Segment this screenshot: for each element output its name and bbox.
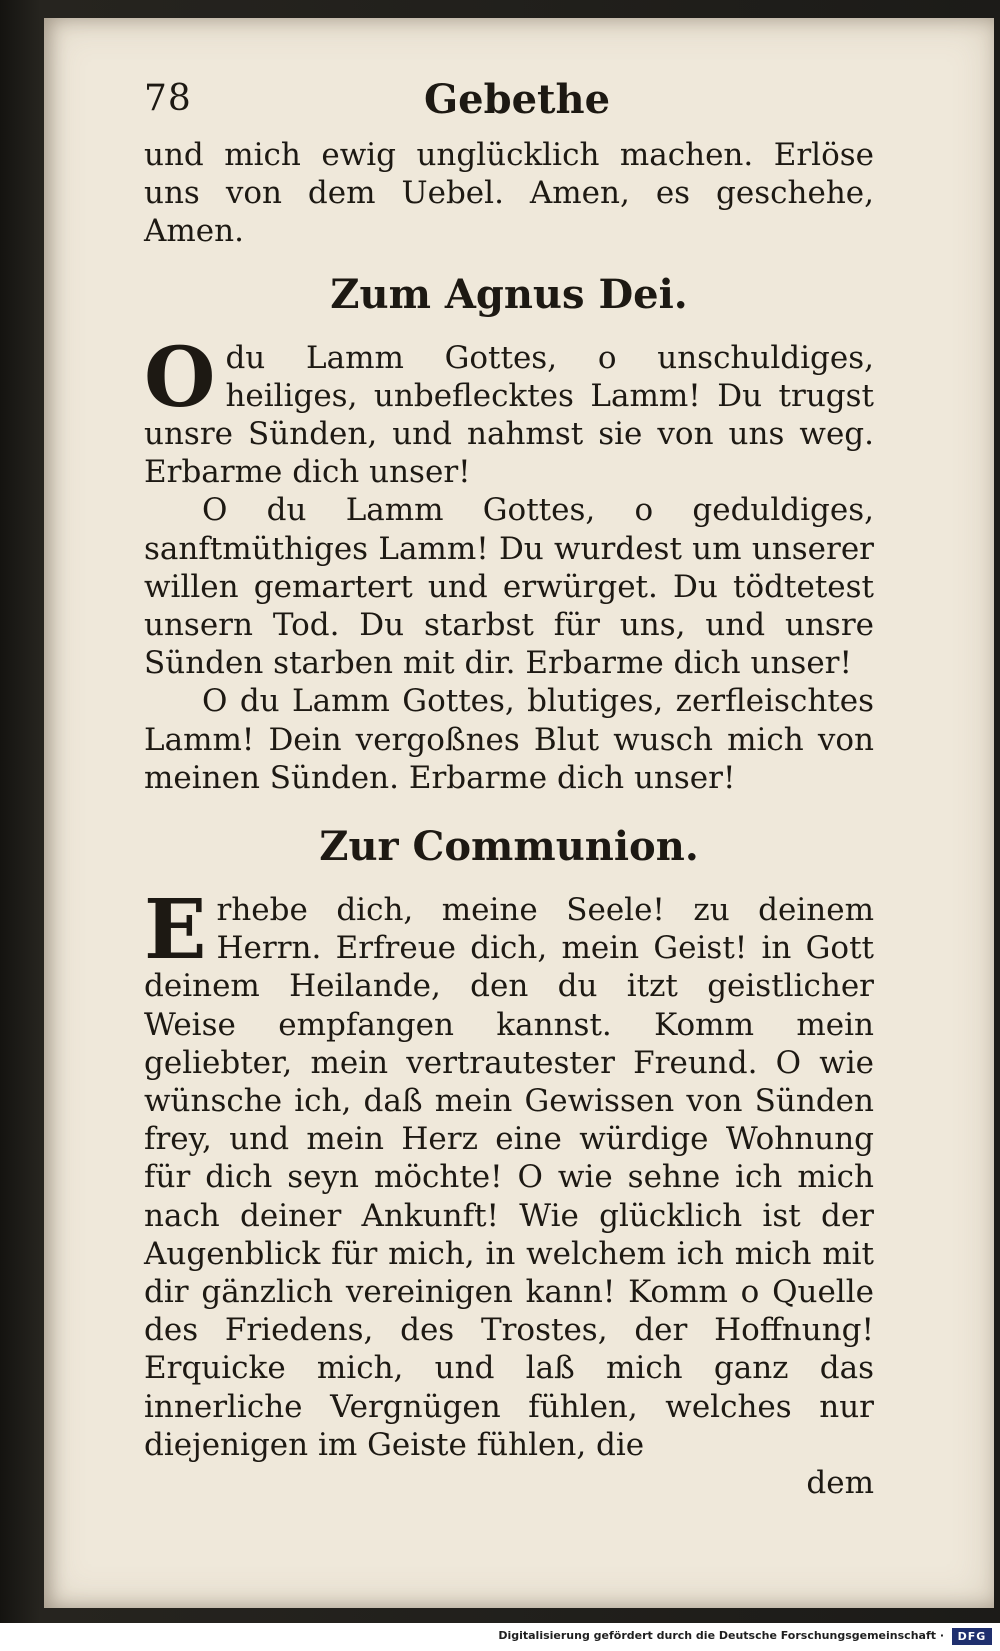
page-text	[144, 136, 874, 1502]
drop-cap-e: E	[144, 882, 207, 979]
agnus-paragraph-2: O du Lamm Gottes, o geduldiges, sanftmüthiges Lamm! Du wurdest um unserer willen gemartert und erwürget. Du tödtetest unsern Tod. Du starbst für uns, und unsre Sünden starben mit dir. Erbarme dich unser!	[144, 492, 874, 682]
communion-paragraph-text: rhebe dich, meine Seele! zu deinem Herrn. Erfreue dich, mein Geist! in Gott deinem Heilande, den du itzt geistlicher Weise empfangen kannst. Komm mein geliebter, mein vertrautester Freund. O wie wünsche ich, daß mein Gewissen von Sünden frey, und mein Herz eine würdige Wohnung für dich seyn möchte! O wie sehne ich mich nach deiner Ankunft! Wie glücklich ist der Augenblick für mich, in welchem ich mich mit dir gänzlich vereinigen kann! Komm o Quelle des Friedens, des Trostes, der Hoffnung! Erquicke mich, und laß mich ganz das innerliche Vergnügen fühlen, welches nur diejenigen im Geiste fühlen, die	[144, 892, 874, 1463]
agnus-paragraph-3: O du Lamm Gottes, blutiges, zerfleischtes Lamm! Dein vergoßnes Blut wusch mich von meinen Sünden. Erbarme dich unser!	[144, 683, 874, 796]
drop-cap-o: O	[144, 329, 216, 426]
heading-communion: Zur Communion.	[319, 823, 699, 871]
continuation-paragraph: und mich ewig unglücklich machen. Erlöse uns von dem Uebel. Amen, es geschehe, Amen.	[144, 137, 874, 250]
catchword: dem	[806, 1465, 874, 1502]
funding-credit: Digitalisierung gefördert durch die Deutsche Forschungsgemeinschaft ·	[498, 1629, 944, 1642]
dfg-logo: DFG	[952, 1628, 992, 1645]
heading-agnus-dei: Zum Agnus Dei.	[330, 270, 688, 318]
agnus-paragraph-1-text: du Lamm Gottes, o unschuldiges, heiliges, unbeflecktes Lamm! Du trugst unsre Sünden, und nahmst sie von uns weg. Erbarme dich unser!	[144, 339, 874, 491]
communion-paragraph	[144, 882, 874, 1464]
page-number: 78	[144, 78, 192, 119]
running-head: Gebethe	[424, 76, 611, 123]
book-page	[44, 18, 994, 1608]
agnus-paragraph-1	[144, 329, 874, 492]
digitization-footer	[0, 1623, 1000, 1651]
